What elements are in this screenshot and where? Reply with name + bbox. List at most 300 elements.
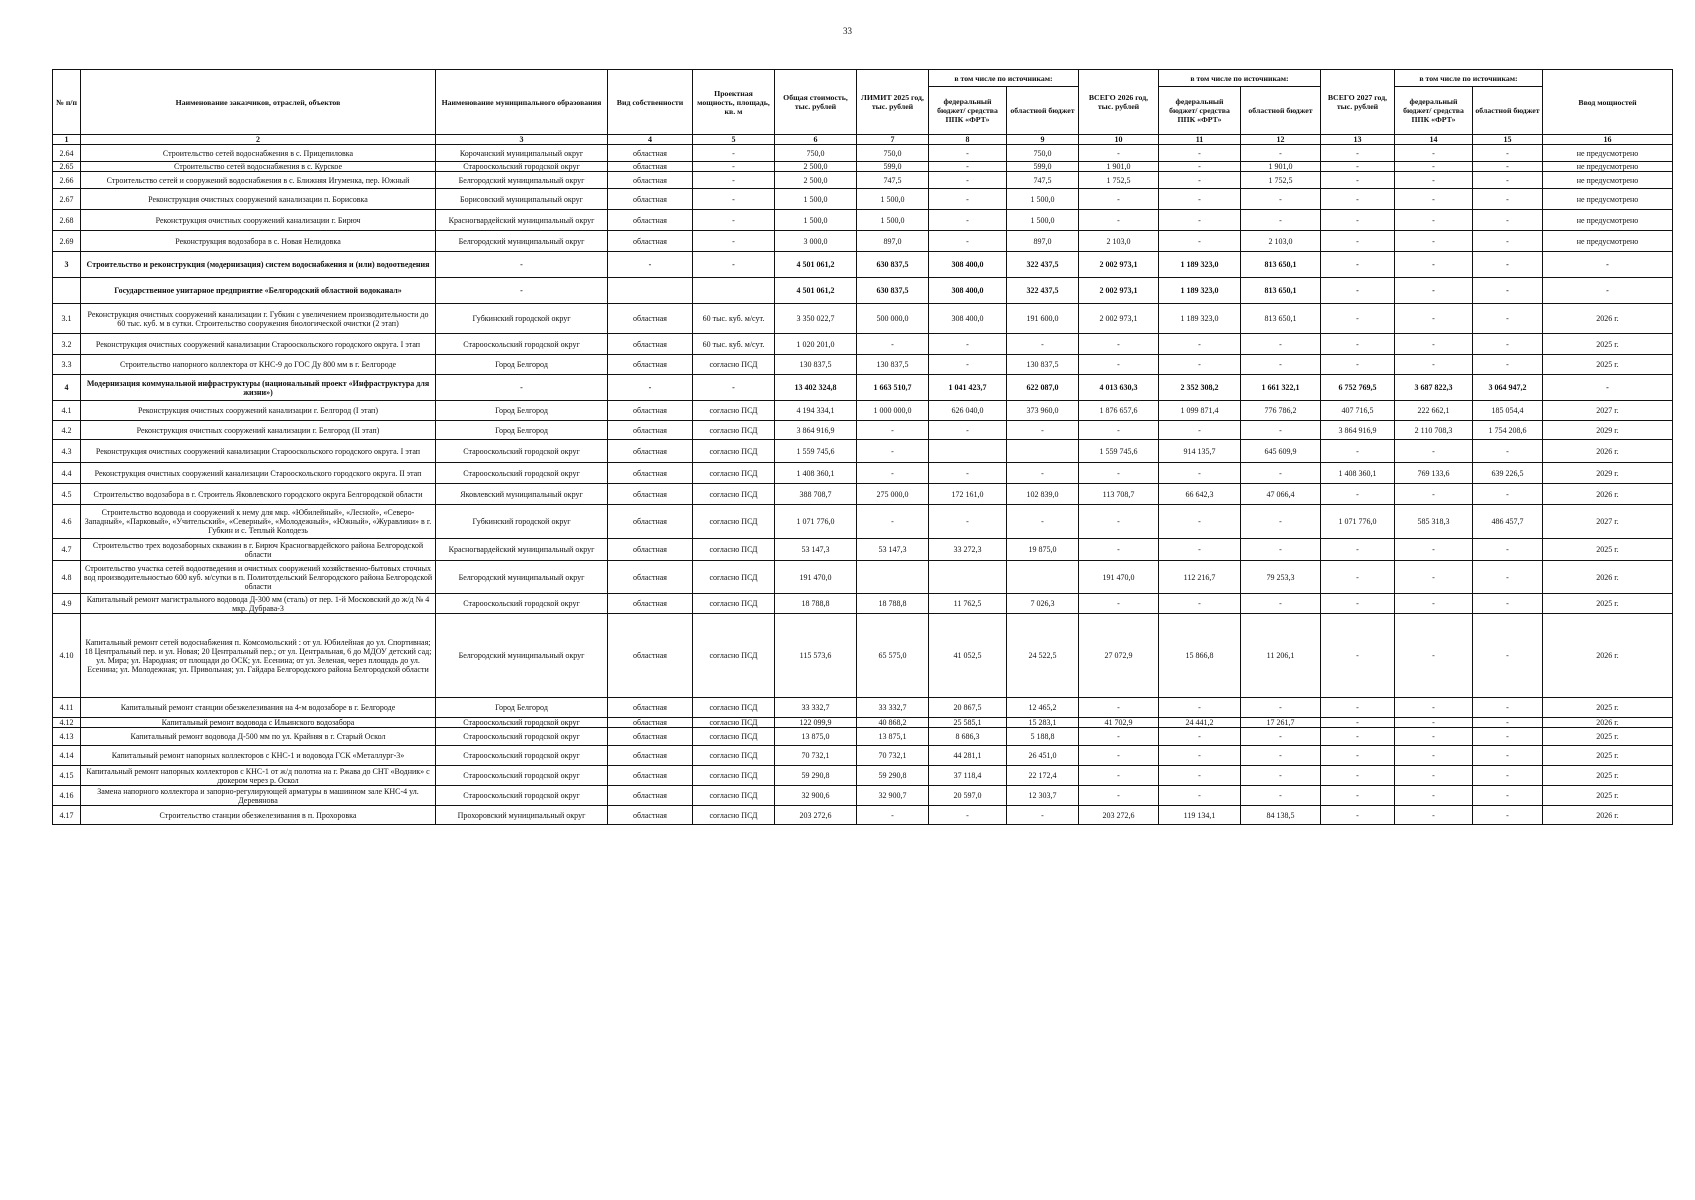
amount-cell: -: [1159, 334, 1241, 355]
amount-cell: 185 054,4: [1473, 401, 1543, 421]
amount-cell: 11 762,5: [929, 594, 1007, 614]
capacity-cell: согласно ПСД: [693, 505, 775, 539]
amount-cell: -: [1321, 718, 1395, 728]
amount-cell: 1 500,0: [775, 189, 857, 210]
amount-cell: 626 040,0: [929, 401, 1007, 421]
row-number-cell: 4.11: [53, 698, 81, 718]
municipality-cell: Город Белгород: [436, 698, 608, 718]
row-number-cell: 3.1: [53, 304, 81, 334]
amount-cell: -: [1473, 440, 1543, 463]
municipality-cell: Город Белгород: [436, 355, 608, 375]
header-regional-2026: областной бюджет: [1241, 87, 1321, 135]
amount-cell: 203 272,6: [1079, 806, 1159, 825]
capacity-cell: согласно ПСД: [693, 718, 775, 728]
capacity-cell: согласно ПСД: [693, 786, 775, 806]
amount-cell: -: [1241, 766, 1321, 786]
row-number-cell: 4.7: [53, 539, 81, 561]
amount-cell: -: [1321, 440, 1395, 463]
municipality-cell: Красногвардейский муниципальный округ: [436, 539, 608, 561]
column-number-cell: 10: [1079, 135, 1159, 145]
ownership-cell: областная: [608, 440, 693, 463]
header-capacity: Проектная мощность, площадь, кв. м: [693, 70, 775, 135]
amount-cell: 79 253,3: [1241, 561, 1321, 594]
municipality-cell: Корочанский муниципальный округ: [436, 145, 608, 162]
amount-cell: 25 585,1: [929, 718, 1007, 728]
table-row: [53, 614, 1673, 698]
amount-cell: 322 437,5: [1007, 278, 1079, 304]
amount-cell: -: [1159, 162, 1241, 172]
column-number-cell: 1: [53, 135, 81, 145]
amount-cell: 639 226,5: [1473, 463, 1543, 484]
amount-cell: 130 837,5: [857, 355, 929, 375]
header-total-2027: ВСЕГО 2027 год, тыс. рублей: [1321, 70, 1395, 135]
municipality-cell: Старооскольский городской округ: [436, 728, 608, 746]
amount-cell: 2 103,0: [1241, 231, 1321, 252]
capacity-cell: согласно ПСД: [693, 440, 775, 463]
amount-cell: 1 876 657,6: [1079, 401, 1159, 421]
amount-cell: 5 188,8: [1007, 728, 1079, 746]
amount-cell: -: [1395, 231, 1473, 252]
header-sources-2025: в том числе по источникам:: [929, 70, 1079, 87]
table-row: [53, 505, 1673, 539]
amount-cell: -: [1473, 561, 1543, 594]
amount-cell: -: [1241, 539, 1321, 561]
amount-cell: 17 261,7: [1241, 718, 1321, 728]
amount-cell: 102 839,0: [1007, 484, 1079, 505]
amount-cell: 3 864 916,9: [775, 421, 857, 440]
amount-cell: 18 788,8: [775, 594, 857, 614]
capacity-cell: 60 тыс. куб. м/сут.: [693, 304, 775, 334]
amount-cell: -: [1473, 614, 1543, 698]
amount-cell: 1 559 745,6: [1079, 440, 1159, 463]
amount-cell: 2 002 973,1: [1079, 304, 1159, 334]
amount-cell: -: [1395, 728, 1473, 746]
commissioning-cell: не предусмотрено: [1543, 231, 1673, 252]
amount-cell: 1 500,0: [775, 210, 857, 231]
row-number-cell: 4.3: [53, 440, 81, 463]
municipality-cell: Прохоровский муниципальный округ: [436, 806, 608, 825]
row-number-cell: 4.17: [53, 806, 81, 825]
amount-cell: -: [1321, 594, 1395, 614]
amount-cell: -: [1079, 334, 1159, 355]
amount-cell: 1 071 776,0: [775, 505, 857, 539]
amount-cell: -: [857, 440, 929, 463]
capacity-cell: -: [693, 252, 775, 278]
amount-cell: 1 189 323,0: [1159, 304, 1241, 334]
amount-cell: 1 000 000,0: [857, 401, 929, 421]
amount-cell: -: [1473, 231, 1543, 252]
amount-cell: 33 332,7: [775, 698, 857, 718]
amount-cell: -: [1473, 278, 1543, 304]
object-name-cell: Реконструкция очистных сооружений канализации г. Белгород (II этап): [81, 421, 436, 440]
amount-cell: [1007, 440, 1079, 463]
amount-cell: 486 457,7: [1473, 505, 1543, 539]
amount-cell: -: [1473, 766, 1543, 786]
capacity-cell: 60 тыс. куб. м/сут.: [693, 334, 775, 355]
amount-cell: 4 501 061,2: [775, 278, 857, 304]
ownership-cell: областная: [608, 484, 693, 505]
amount-cell: -: [1321, 484, 1395, 505]
amount-cell: 630 837,5: [857, 252, 929, 278]
amount-cell: -: [1241, 786, 1321, 806]
amount-cell: -: [857, 806, 929, 825]
amount-cell: -: [857, 334, 929, 355]
commissioning-cell: 2026 г.: [1543, 614, 1673, 698]
amount-cell: 275 000,0: [857, 484, 929, 505]
table-row: [53, 728, 1673, 746]
amount-cell: -: [1159, 746, 1241, 766]
ownership-cell: областная: [608, 189, 693, 210]
object-name-cell: Реконструкция очистных сооружений канализации п. Борисовка: [81, 189, 436, 210]
capacity-cell: согласно ПСД: [693, 594, 775, 614]
amount-cell: 191 470,0: [1079, 561, 1159, 594]
amount-cell: 44 281,1: [929, 746, 1007, 766]
amount-cell: 13 875,1: [857, 728, 929, 746]
amount-cell: [929, 561, 1007, 594]
commissioning-cell: -: [1543, 278, 1673, 304]
commissioning-cell: 2026 г.: [1543, 718, 1673, 728]
amount-cell: -: [1321, 561, 1395, 594]
amount-cell: 84 138,5: [1241, 806, 1321, 825]
amount-cell: 2 002 973,1: [1079, 252, 1159, 278]
amount-cell: 33 272,3: [929, 539, 1007, 561]
amount-cell: -: [1159, 463, 1241, 484]
amount-cell: 47 066,4: [1241, 484, 1321, 505]
ownership-cell: областная: [608, 401, 693, 421]
amount-cell: -: [1473, 806, 1543, 825]
amount-cell: -: [1159, 728, 1241, 746]
object-name-cell: Строительство сетей и сооружений водоснабжения в с. Ближняя Игуменка, пер. Южный: [81, 172, 436, 189]
amount-cell: -: [1321, 162, 1395, 172]
municipality-cell: -: [436, 278, 608, 304]
amount-cell: -: [1159, 231, 1241, 252]
ownership-cell: -: [608, 375, 693, 401]
header-commissioning: Ввод мощностей: [1543, 70, 1673, 135]
amount-cell: -: [1395, 278, 1473, 304]
amount-cell: -: [1241, 210, 1321, 231]
ownership-cell: областная: [608, 718, 693, 728]
municipality-cell: Старооскольский городской округ: [436, 440, 608, 463]
amount-cell: -: [1079, 210, 1159, 231]
amount-cell: -: [1321, 539, 1395, 561]
amount-cell: -: [1241, 189, 1321, 210]
object-name-cell: Строительство водозабора в г. Строитель Яковлевского городского округа Белгородской области: [81, 484, 436, 505]
table-row: [53, 231, 1673, 252]
municipality-cell: Губкинский городской округ: [436, 304, 608, 334]
amount-cell: -: [1395, 334, 1473, 355]
amount-cell: 813 650,1: [1241, 252, 1321, 278]
amount-cell: -: [1395, 210, 1473, 231]
amount-cell: 322 437,5: [1007, 252, 1079, 278]
amount-cell: -: [1395, 698, 1473, 718]
amount-cell: [929, 440, 1007, 463]
table-row: [53, 440, 1673, 463]
amount-cell: 1 500,0: [857, 189, 929, 210]
amount-cell: [1007, 561, 1079, 594]
table-row: [53, 698, 1673, 718]
municipality-cell: Белгородский муниципальный округ: [436, 561, 608, 594]
capacity-cell: -: [693, 172, 775, 189]
amount-cell: -: [1321, 145, 1395, 162]
row-number-cell: 2.68: [53, 210, 81, 231]
amount-cell: -: [1395, 718, 1473, 728]
object-name-cell: Реконструкция очистных сооружений канализации г. Белгород (I этап): [81, 401, 436, 421]
amount-cell: 585 318,3: [1395, 505, 1473, 539]
amount-cell: -: [1079, 189, 1159, 210]
amount-cell: -: [1007, 334, 1079, 355]
amount-cell: 65 575,0: [857, 614, 929, 698]
amount-cell: -: [929, 334, 1007, 355]
column-number-row: [53, 135, 1673, 145]
municipality-cell: -: [436, 375, 608, 401]
ownership-cell: областная: [608, 355, 693, 375]
amount-cell: -: [1395, 252, 1473, 278]
amount-cell: 130 837,5: [775, 355, 857, 375]
amount-cell: -: [1241, 334, 1321, 355]
amount-cell: -: [1079, 766, 1159, 786]
municipality-cell: Белгородский муниципальный округ: [436, 614, 608, 698]
municipality-cell: Старооскольский городской округ: [436, 594, 608, 614]
amount-cell: 1 071 776,0: [1321, 505, 1395, 539]
column-number-cell: 5: [693, 135, 775, 145]
amount-cell: -: [1159, 505, 1241, 539]
column-number-cell: 3: [436, 135, 608, 145]
amount-cell: -: [1241, 746, 1321, 766]
object-name-cell: Строительство участка сетей водоотведения и очистных сооружений хозяйственно-бытовых сточных вод производительностью 600 куб. м/сутки в п. Политотдельский Белгородского района Белгородской области: [81, 561, 436, 594]
amount-cell: 11 206,1: [1241, 614, 1321, 698]
amount-cell: -: [1395, 539, 1473, 561]
commissioning-cell: не предусмотрено: [1543, 172, 1673, 189]
column-number-cell: 11: [1159, 135, 1241, 145]
capacity-cell: -: [693, 375, 775, 401]
amount-cell: 41 702,9: [1079, 718, 1159, 728]
amount-cell: -: [1395, 786, 1473, 806]
amount-cell: -: [1241, 594, 1321, 614]
section-row: [53, 278, 1673, 304]
column-number-cell: 4: [608, 135, 693, 145]
amount-cell: -: [1321, 278, 1395, 304]
amount-cell: -: [1473, 594, 1543, 614]
object-name-cell: Замена напорного коллектора и запорно-регулирующей арматуры в машинном зале КНС-4 ул. Деревянова: [81, 786, 436, 806]
amount-cell: 13 875,0: [775, 728, 857, 746]
table-row: [53, 334, 1673, 355]
amount-cell: -: [1159, 421, 1241, 440]
header-regional-2027: областной бюджет: [1473, 87, 1543, 135]
amount-cell: 388 708,7: [775, 484, 857, 505]
amount-cell: 769 133,6: [1395, 463, 1473, 484]
amount-cell: 115 573,6: [775, 614, 857, 698]
municipality-cell: Старооскольский городской округ: [436, 786, 608, 806]
amount-cell: -: [1395, 484, 1473, 505]
amount-cell: -: [1395, 189, 1473, 210]
amount-cell: 24 441,2: [1159, 718, 1241, 728]
ownership-cell: областная: [608, 594, 693, 614]
amount-cell: 119 134,1: [1159, 806, 1241, 825]
amount-cell: 32 900,7: [857, 786, 929, 806]
commissioning-cell: 2025 г.: [1543, 698, 1673, 718]
row-number-cell: 3.2: [53, 334, 81, 355]
capacity-cell: -: [693, 162, 775, 172]
amount-cell: 22 172,4: [1007, 766, 1079, 786]
amount-cell: -: [1473, 698, 1543, 718]
ownership-cell: областная: [608, 304, 693, 334]
row-number-cell: 2.69: [53, 231, 81, 252]
amount-cell: 1 500,0: [857, 210, 929, 231]
object-name-cell: Капитальный ремонт водовода с Ильинского водозабора: [81, 718, 436, 728]
ownership-cell: областная: [608, 210, 693, 231]
column-number-cell: 16: [1543, 135, 1673, 145]
amount-cell: 41 052,5: [929, 614, 1007, 698]
municipality-cell: Старооскольский городской округ: [436, 463, 608, 484]
row-number-cell: 4.1: [53, 401, 81, 421]
amount-cell: -: [1473, 145, 1543, 162]
amount-cell: -: [1395, 806, 1473, 825]
amount-cell: -: [1159, 698, 1241, 718]
ownership-cell: областная: [608, 231, 693, 252]
amount-cell: -: [1007, 421, 1079, 440]
amount-cell: 1 663 510,7: [857, 375, 929, 401]
capacity-cell: -: [693, 210, 775, 231]
amount-cell: 19 875,0: [1007, 539, 1079, 561]
amount-cell: -: [1321, 334, 1395, 355]
object-name-cell: Капитальный ремонт водовода Д-500 мм по ул. Крайняя в г. Старый Оскол: [81, 728, 436, 746]
amount-cell: 8 686,3: [929, 728, 1007, 746]
row-number-cell: 4.5: [53, 484, 81, 505]
ownership-cell: областная: [608, 786, 693, 806]
amount-cell: -: [1473, 355, 1543, 375]
row-number-cell: 4.15: [53, 766, 81, 786]
amount-cell: -: [1159, 355, 1241, 375]
municipality-cell: Губкинский городской округ: [436, 505, 608, 539]
commissioning-cell: 2025 г.: [1543, 334, 1673, 355]
header-total-2026: ВСЕГО 2026 год, тыс. рублей: [1079, 70, 1159, 135]
municipality-cell: Борисовский муниципальный округ: [436, 189, 608, 210]
capacity-cell: согласно ПСД: [693, 698, 775, 718]
row-number-cell: 4.10: [53, 614, 81, 698]
municipality-cell: Старооскольский городской округ: [436, 746, 608, 766]
amount-cell: -: [1321, 231, 1395, 252]
table-row: [53, 594, 1673, 614]
ownership-cell: областная: [608, 746, 693, 766]
ownership-cell: областная: [608, 614, 693, 698]
amount-cell: -: [929, 162, 1007, 172]
amount-cell: 2 110 708,3: [1395, 421, 1473, 440]
amount-cell: 373 960,0: [1007, 401, 1079, 421]
amount-cell: 20 867,5: [929, 698, 1007, 718]
amount-cell: -: [1241, 421, 1321, 440]
row-number-cell: 4.2: [53, 421, 81, 440]
table-row: [53, 463, 1673, 484]
amount-cell: -: [1395, 561, 1473, 594]
amount-cell: -: [1159, 539, 1241, 561]
capacity-cell: согласно ПСД: [693, 484, 775, 505]
ownership-cell: [608, 278, 693, 304]
amount-cell: 112 216,7: [1159, 561, 1241, 594]
amount-cell: 26 451,0: [1007, 746, 1079, 766]
amount-cell: 33 332,7: [857, 698, 929, 718]
amount-cell: -: [857, 421, 929, 440]
ownership-cell: областная: [608, 539, 693, 561]
amount-cell: 12 465,2: [1007, 698, 1079, 718]
amount-cell: 1 661 322,1: [1241, 375, 1321, 401]
amount-cell: -: [1395, 440, 1473, 463]
amount-cell: 308 400,0: [929, 252, 1007, 278]
table-row: [53, 539, 1673, 561]
object-name-cell: Модернизация коммунальной инфраструктуры (национальный проект «Инфраструктура для жизни»): [81, 375, 436, 401]
amount-cell: 630 837,5: [857, 278, 929, 304]
amount-cell: 40 868,2: [857, 718, 929, 728]
header-federal-2025: федеральный бюджет/ средства ППК «ФРТ»: [929, 87, 1007, 135]
row-number-cell: 2.65: [53, 162, 81, 172]
commissioning-cell: 2025 г.: [1543, 746, 1673, 766]
commissioning-cell: 2027 г.: [1543, 401, 1673, 421]
object-name-cell: Государственное унитарное предприятие «Белгородский областной водоканал»: [81, 278, 436, 304]
capacity-cell: согласно ПСД: [693, 746, 775, 766]
amount-cell: -: [1079, 145, 1159, 162]
amount-cell: 2 103,0: [1079, 231, 1159, 252]
amount-cell: -: [1079, 505, 1159, 539]
table-row: [53, 304, 1673, 334]
column-number-cell: 13: [1321, 135, 1395, 145]
commissioning-cell: 2025 г.: [1543, 594, 1673, 614]
amount-cell: -: [1321, 766, 1395, 786]
amount-cell: -: [1395, 172, 1473, 189]
commissioning-cell: не предусмотрено: [1543, 210, 1673, 231]
commissioning-cell: не предусмотрено: [1543, 189, 1673, 210]
amount-cell: 27 072,9: [1079, 614, 1159, 698]
row-number-cell: 3.3: [53, 355, 81, 375]
amount-cell: -: [857, 463, 929, 484]
amount-cell: 1 041 423,7: [929, 375, 1007, 401]
amount-cell: -: [1395, 766, 1473, 786]
amount-cell: 122 099,9: [775, 718, 857, 728]
amount-cell: -: [1321, 806, 1395, 825]
amount-cell: -: [1473, 728, 1543, 746]
amount-cell: 222 662,1: [1395, 401, 1473, 421]
amount-cell: 24 522,5: [1007, 614, 1079, 698]
amount-cell: 130 837,5: [1007, 355, 1079, 375]
commissioning-cell: -: [1543, 252, 1673, 278]
amount-cell: 308 400,0: [929, 278, 1007, 304]
amount-cell: -: [1395, 614, 1473, 698]
amount-cell: -: [929, 806, 1007, 825]
amount-cell: -: [1079, 355, 1159, 375]
amount-cell: 4 013 630,3: [1079, 375, 1159, 401]
amount-cell: -: [1159, 189, 1241, 210]
amount-cell: -: [1241, 463, 1321, 484]
header-federal-2027: федеральный бюджет/ средства ППК «ФРТ»: [1395, 87, 1473, 135]
header-total-cost: Общая стоимость, тыс. рублей: [775, 70, 857, 135]
header-name: Наименование заказчиков, отраслей, объектов: [81, 70, 436, 135]
municipality-cell: Белгородский муниципальный округ: [436, 172, 608, 189]
amount-cell: -: [929, 463, 1007, 484]
object-name-cell: Реконструкция водозабора в с. Новая Нелидовка: [81, 231, 436, 252]
column-number-cell: 2: [81, 135, 436, 145]
capacity-cell: -: [693, 145, 775, 162]
amount-cell: 1 500,0: [1007, 189, 1079, 210]
amount-cell: 1 559 745,6: [775, 440, 857, 463]
capacity-cell: согласно ПСД: [693, 561, 775, 594]
ownership-cell: областная: [608, 463, 693, 484]
object-name-cell: Капитальный ремонт станции обезжелезивания на 4-м водозаборе в г. Белгороде: [81, 698, 436, 718]
amount-cell: -: [929, 145, 1007, 162]
amount-cell: -: [1079, 421, 1159, 440]
capacity-cell: согласно ПСД: [693, 355, 775, 375]
amount-cell: -: [1473, 334, 1543, 355]
amount-cell: -: [1473, 718, 1543, 728]
amount-cell: 2 500,0: [775, 162, 857, 172]
commissioning-cell: 2027 г.: [1543, 505, 1673, 539]
